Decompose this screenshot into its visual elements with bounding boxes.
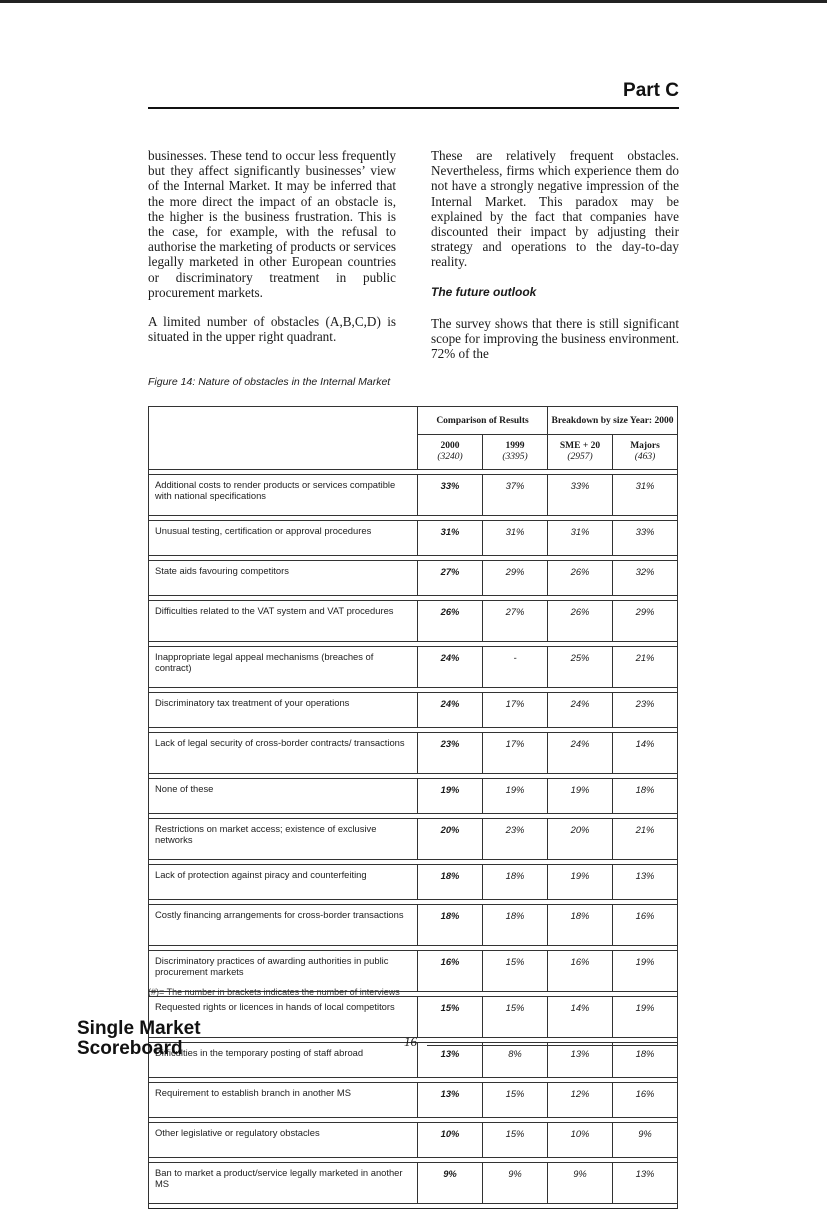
row-label: Discriminatory tax treatment of your operations [149, 693, 418, 728]
col-header-1999: 1999 (3395) [483, 435, 548, 470]
row-value: 16% [548, 951, 613, 992]
row-value: 18% [548, 905, 613, 946]
footer-rule-right [427, 1045, 677, 1046]
row-label: Difficulties related to the VAT system and VAT procedures [149, 601, 418, 642]
row-value: 13% [548, 1043, 613, 1078]
row-value: 16% [613, 1083, 678, 1118]
row-value: 23% [418, 733, 483, 774]
table-row [149, 819, 678, 860]
table-row [149, 865, 678, 900]
row-value: 17% [483, 693, 548, 728]
left-paragraph-2: A limited number of obstacles (A,B,C,D) is situated in the upper right quadrant. [148, 314, 396, 345]
table-row [149, 779, 678, 814]
row-value: 18% [483, 905, 548, 946]
row-value: 15% [418, 997, 483, 1038]
row-label: Unusual testing, certification or approval procedures [149, 521, 418, 556]
row-value: 18% [613, 779, 678, 814]
row-value: 37% [483, 475, 548, 516]
row-value: 8% [483, 1043, 548, 1078]
row-value: 15% [483, 951, 548, 992]
row-label: Requested rights or licences in hands of local competitors [149, 997, 418, 1038]
row-value: 13% [418, 1043, 483, 1078]
table-row [149, 521, 678, 556]
col-header-majors: Majors (463) [613, 435, 678, 470]
row-value: 19% [613, 951, 678, 992]
right-paragraph-1: These are relatively frequent obstacles. Nevertheless, firms which experience them do not have a strongly negative impression of the Internal Market. This paradox may be explained by the fact that companies have discounted their impact by adjusting their strategy and operations to the day-to-day reality. [431, 148, 679, 270]
col-header-sme: SME + 20 (2957) [548, 435, 613, 470]
row-value: 27% [483, 601, 548, 642]
row-value: 9% [483, 1163, 548, 1204]
left-column [148, 148, 396, 344]
row-value: 29% [613, 601, 678, 642]
row-value: 29% [483, 561, 548, 596]
row-value: 24% [418, 647, 483, 688]
row-value: 27% [418, 561, 483, 596]
row-value: - [483, 647, 548, 688]
row-label: Additional costs to render products or services compatible with national specifications [149, 475, 418, 516]
row-value: 26% [548, 561, 613, 596]
row-label: Lack of legal security of cross-border contracts/ transactions [149, 733, 418, 774]
table-row [149, 951, 678, 992]
table-footnote: (#)= The number in brackets indicates the number of interviews [148, 987, 400, 997]
row-value: 31% [548, 521, 613, 556]
row-value: 25% [548, 647, 613, 688]
row-value: 21% [613, 647, 678, 688]
row-value: 20% [548, 819, 613, 860]
table-corner-cell [149, 407, 418, 470]
row-value: 13% [418, 1083, 483, 1118]
row-value: 17% [483, 733, 548, 774]
row-value: 15% [483, 1083, 548, 1118]
row-value: 32% [613, 561, 678, 596]
group-header-comparison: Comparison of Results [418, 407, 548, 435]
row-value: 31% [418, 521, 483, 556]
row-value: 14% [613, 733, 678, 774]
row-value: 33% [548, 475, 613, 516]
row-label: Discriminatory practices of awarding authorities in public procurement markets [149, 951, 418, 992]
section-title: Part C [623, 80, 679, 101]
right-paragraph-2: The survey shows that there is still significant scope for improving the business environment. 72% of the [431, 315, 679, 362]
row-value: 33% [613, 521, 678, 556]
row-value: 15% [483, 1123, 548, 1158]
row-label: Other legislative or regulatory obstacles [149, 1123, 418, 1158]
row-value: 13% [613, 865, 678, 900]
row-value: 15% [483, 997, 548, 1038]
subheading-future-outlook: The future outlook [431, 284, 537, 299]
row-value: 18% [483, 865, 548, 900]
footer-rule-left [203, 1042, 393, 1043]
row-value: 18% [418, 865, 483, 900]
row-value: 26% [418, 601, 483, 642]
row-spacer [149, 1204, 678, 1209]
left-paragraph-1: businesses. These tend to occur less frequently but they affect significantly businesses’ view of the Internal Market. It may be inferred that the more direct the impact of an obstacle is, the higher is the business frustration. This is the case, for example, with the refusal to authorise the marketing of products or services legally marketed in other European countries or discriminatory treatment in public procurement markets. [148, 148, 396, 300]
obstacles-table [148, 406, 678, 1209]
row-value: 9% [613, 1123, 678, 1158]
row-value: 18% [613, 1043, 678, 1078]
row-value: 12% [548, 1083, 613, 1118]
row-value: 24% [548, 693, 613, 728]
row-value: 23% [613, 693, 678, 728]
header-rule [148, 107, 679, 109]
figure-caption: Figure 14: Nature of obstacles in the Internal Market [148, 376, 391, 388]
row-label: Lack of protection against piracy and counterfeiting [149, 865, 418, 900]
table-row [149, 601, 678, 642]
row-value: 19% [548, 865, 613, 900]
table-row [149, 561, 678, 596]
row-value: 33% [418, 475, 483, 516]
row-value: 9% [548, 1163, 613, 1204]
row-value: 24% [548, 733, 613, 774]
row-value: 18% [418, 905, 483, 946]
row-value: 21% [613, 819, 678, 860]
row-label: Requirement to establish branch in another MS [149, 1083, 418, 1118]
table-row [149, 1083, 678, 1118]
row-label: Restrictions on market access; existence of exclusive networks [149, 819, 418, 860]
row-value: 13% [613, 1163, 678, 1204]
row-label: Costly financing arrangements for cross-border transactions [149, 905, 418, 946]
row-value: 19% [613, 997, 678, 1038]
top-border [0, 0, 827, 3]
right-column [431, 148, 679, 361]
table-row [149, 475, 678, 516]
row-value: 19% [483, 779, 548, 814]
row-value: 31% [483, 521, 548, 556]
table-row [149, 647, 678, 688]
row-label: Difficulties in the temporary posting of staff abroad [149, 1043, 418, 1078]
table-row [149, 905, 678, 946]
table-row [149, 1123, 678, 1158]
row-value: 16% [418, 951, 483, 992]
row-value: 31% [613, 475, 678, 516]
row-value: 19% [548, 779, 613, 814]
page-number: 16 [404, 1034, 417, 1049]
row-value: 19% [418, 779, 483, 814]
row-value: 16% [613, 905, 678, 946]
row-value: 20% [418, 819, 483, 860]
row-value: 10% [418, 1123, 483, 1158]
table-row [149, 733, 678, 774]
table-row [149, 693, 678, 728]
row-label: None of these [149, 779, 418, 814]
group-header-breakdown: Breakdown by size Year: 2000 [548, 407, 678, 435]
row-label: State aids favouring competitors [149, 561, 418, 596]
table-row [149, 997, 678, 1038]
row-value: 24% [418, 693, 483, 728]
row-label: Ban to market a product/service legally marketed in another MS [149, 1163, 418, 1204]
brand-logo-text: Single Market Scoreboard [77, 1018, 201, 1059]
col-header-2000: 2000 (3240) [418, 435, 483, 470]
row-value: 9% [418, 1163, 483, 1204]
row-value: 26% [548, 601, 613, 642]
row-label: Inappropriate legal appeal mechanisms (breaches of contract) [149, 647, 418, 688]
row-value: 14% [548, 997, 613, 1038]
row-value: 23% [483, 819, 548, 860]
row-value: 10% [548, 1123, 613, 1158]
table-row [149, 1163, 678, 1204]
